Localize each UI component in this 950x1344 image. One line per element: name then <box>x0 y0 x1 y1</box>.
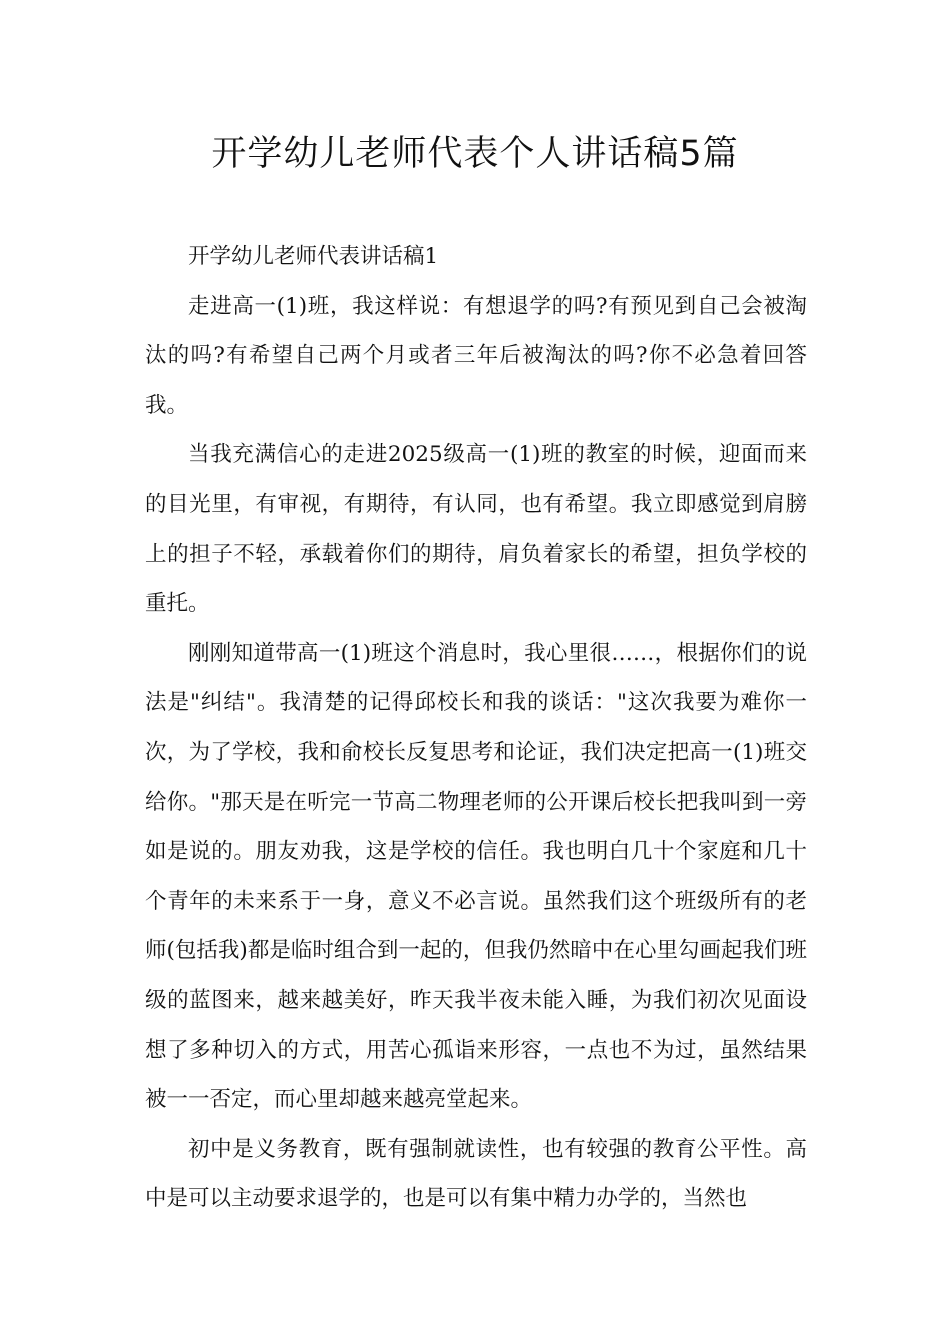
paragraph-1: 走进高一(1)班，我这样说：有想退学的吗?有预见到自己会被淘汰的吗?有希望自己两个月或者三年后被淘汰的吗?你不必急着回答我。 <box>145 293 807 418</box>
document-title: 开学幼儿老师代表个人讲话稿5篇 <box>211 134 739 174</box>
paragraph-4: 初中是义务教育，既有强制就读性，也有较强的教育公平性。高中是可以主动要求退学的，也是可以有集中精力办学的，当然也 <box>145 1136 807 1212</box>
document-body <box>145 232 807 1224</box>
section-heading: 开学幼儿老师代表讲话稿1 <box>188 244 439 269</box>
paragraph-3: 刚刚知道带高一(1)班这个消息时，我心里很……，根据你们的说法是"纠结"。我清楚的记得邱校长和我的谈话："这次我要为难你一次，为了学校，我和俞校长反复思考和论证，我们决定把高一(1)班交给你。"那天是在听完一节高二物理老师的公开课后校长把我叫到一旁如是说的。朋友劝我，这是学校的信任。我也明白几十个家庭和几十个青年的未来系于一身，意义不必言说。虽然我们这个班级所有的老师(包括我)都是临时组合到一起的，但我仍然暗中在心里勾画起我们班级的蓝图来，越来越美好，昨天我半夜未能入睡，为我们初次见面设想了多种切入的方式，用苦心孤诣来形容，一点也不为过，虽然结果被一一否定，而心里却越来越亮堂起来。 <box>145 640 807 1113</box>
paragraph-2: 当我充满信心的走进2025级高一(1)班的教室的时候，迎面而来的目光里，有审视，有期待，有认同，也有希望。我立即感觉到肩膀上的担子不轻，承载着你们的期待，肩负着家长的希望，担负学校的重托。 <box>145 442 807 617</box>
